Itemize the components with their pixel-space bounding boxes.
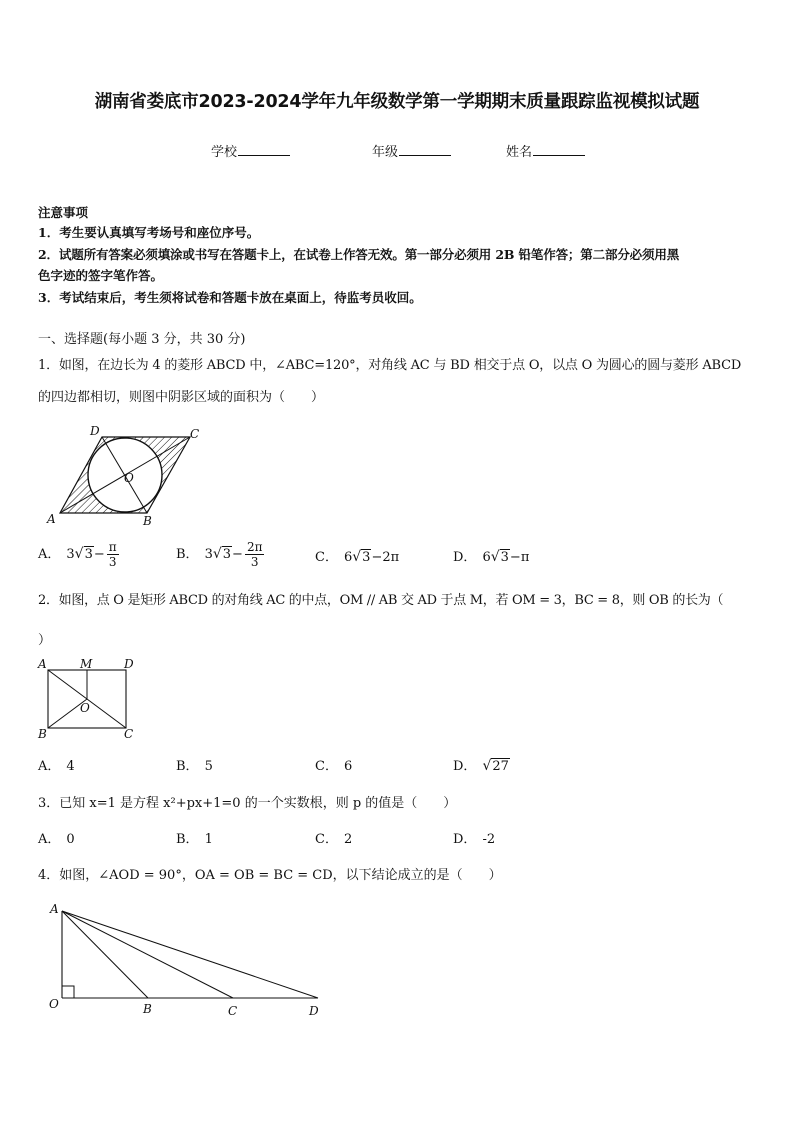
label-d: D [309,1004,319,1018]
label-d: D [90,424,100,438]
label-b: B [143,514,152,528]
q1-option-d[interactable]: D． 6√3−π [453,549,530,565]
segment-ac [62,911,233,998]
q3-option-c[interactable]: C． 2 [315,832,353,847]
q4-figure-triangles [40,898,340,1023]
section-heading: 一、选择题(每小题 3 分，共 30 分) [38,332,246,347]
q2-figure-rectangle [36,655,146,743]
name-blank[interactable] [533,142,585,156]
label-a: A [38,657,47,671]
q1-option-b[interactable]: B． 3√3− $\frac{2\pi}{3}$ [176,540,263,569]
segment-ad [62,911,318,998]
q2-option-d[interactable]: D． √27 [453,758,509,774]
right-angle-mark [62,986,74,998]
q1-option-c[interactable]: C． 6√3−2π [315,549,400,565]
grade-field [372,141,451,160]
note-item: 3．考试结束后，考生须将试卷和答题卡放在桌面上，待监考员收回。 [38,290,422,305]
q1-text-line2: 的四边都相切，则图中阴影区域的面积为（ ） [38,390,325,405]
label-o: O [124,471,134,485]
label-a: A [47,512,56,526]
q2-text-line2: ） [38,633,52,648]
school-label: 学校 [211,145,238,160]
label-b: B [143,1002,152,1016]
label-o: O [80,701,90,715]
q3-text-line1: 3．已知 x=1 是方程 x²+px+1=0 的一个实数根，则 p 的值是（ ） [38,796,457,811]
q3-option-d[interactable]: D． -2 [453,832,496,847]
note-item: 2．试题所有答案必须填涂或书写在答题卡上，在试卷上作答无效。第一部分必须用 2B 铅笔作答；第二部分必须用黑 [38,247,680,262]
q2-option-b[interactable]: B． 5 [176,759,213,774]
q1-text-line1: 1．如图，在边长为 4 的菱形 ABCD 中，∠ABC=120°，对角线 AC 与 BD 相交于点 O，以点 O 为圆心的圆与菱形 ABCD [38,358,742,373]
label-o: O [49,997,59,1011]
label-m: M [80,657,93,671]
page-title: 湖南省娄底市2023-2024学年九年级数学第一学期期末质量跟踪监视模拟试题 [94,92,700,112]
grade-label: 年级 [372,145,399,160]
note-item: 色字迹的签字笔作答。 [38,268,164,283]
label-a: A [50,902,59,916]
school-field [211,141,290,160]
q1-option-a[interactable]: A． 3√3− $\frac{\pi}{3}$ [38,540,117,569]
label-c: C [228,1004,238,1018]
q4-text-line1: 4．如图，∠AOD = 90°，OA = OB = BC = CD，以下结论成立的是（ ） [38,868,502,883]
q3-option-b[interactable]: B． 1 [176,832,213,847]
q1-figure-rhombus [40,420,210,530]
school-blank[interactable] [238,142,290,156]
q2-option-c[interactable]: C． 6 [315,759,353,774]
q3-option-a[interactable]: A． 0 [38,832,75,847]
q2-option-a[interactable]: A． 4 [38,759,75,774]
label-c: C [190,427,200,441]
label-d: D [124,657,134,671]
notes-heading: 注意事项 [38,205,89,220]
grade-blank[interactable] [399,142,451,156]
label-b: B [38,727,47,741]
segment-ab [62,911,148,998]
label-c: C [124,727,134,741]
q2-text-line1: 2．如图，点 O 是矩形 ABCD 的对角线 AC 的中点，OM // AB 交 AD 于点 M，若 OM = 3，BC = 8，则 OB 的长为（ [38,593,724,608]
name-field [506,141,585,160]
note-item: 1．考生要认真填写考场号和座位序号。 [38,225,260,240]
name-label: 姓名 [506,145,533,160]
